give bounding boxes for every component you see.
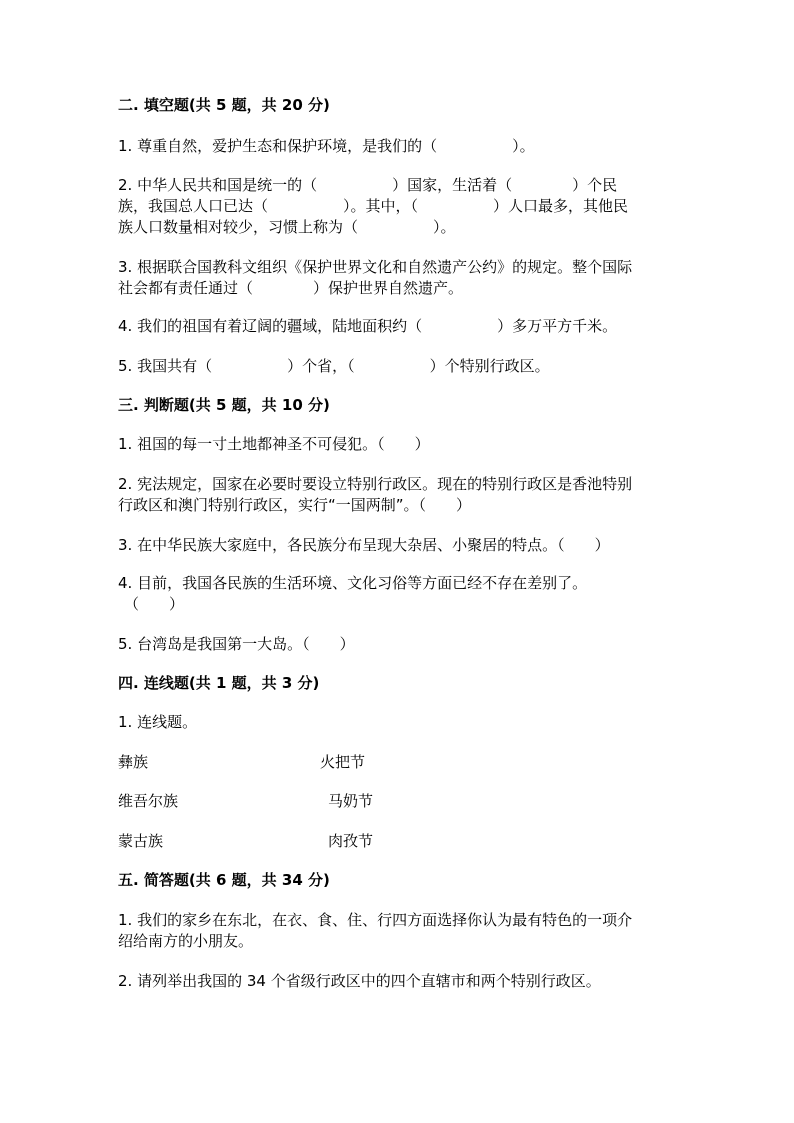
- section2-q2-line2: 族，我国总人口已达（ ）。其中，（ ）人口最多，其他民: [118, 197, 629, 215]
- section3-q2-line2: 行政区和澳门特别行政区，实行“一国两制”。（ ）: [118, 496, 472, 514]
- section3-q3: 3. 在中华民族大家庭中，各民族分布呈现大杂居、小聚居的特点。（ ）: [118, 536, 610, 554]
- section5-q1-line2: 绍给南方的小朋友。: [118, 932, 254, 950]
- section3-q4-line1: 4. 目前，我国各民族的生活环境、文化习俗等方面已经不存在差别了。: [118, 574, 588, 592]
- section5-q1-line1: 1. 我们的家乡在东北，在衣、食、住、行四方面选择你认为最有特色的一项介: [118, 911, 633, 929]
- section2-q3-line1: 3. 根据联合国教科文组织《保护世界文化和自然遗产公约》的规定。整个国际: [118, 258, 633, 276]
- section3-q2-line1: 2. 宪法规定，国家在必要时要设立特别行政区。现在的特别行政区是香池特别: [118, 475, 633, 493]
- section5-title: 五. 简答题(共 6 题，共 34 分): [118, 871, 330, 889]
- section3-title: 三. 判断题(共 5 题，共 10 分): [118, 396, 330, 414]
- section3-q1: 1. 祖国的每一寸土地都神圣不可侵犯。（ ）: [118, 435, 430, 453]
- section2-q2-line1: 2. 中华人民共和国是统一的（ ）国家，生活着（ ）个民: [118, 176, 618, 194]
- section3-q4-line2: （ ）: [124, 595, 185, 613]
- match-left-item: 彝族: [118, 753, 149, 771]
- match-right-item: 火把节: [320, 753, 366, 771]
- section5-q2: 2. 请列举出我国的 34 个省级行政区中的四个直辖市和两个特别行政区。: [118, 972, 601, 990]
- section2-q3-line2: 社会都有责任通过（ ）保护世界自然遗产。: [118, 279, 464, 297]
- section4-title: 四. 连线题(共 1 题，共 3 分): [118, 674, 320, 692]
- section4-q1: 1. 连线题。: [118, 713, 198, 731]
- section2-q5: 5. 我国共有（ ）个省，（ ）个特别行政区。: [118, 357, 550, 375]
- match-left-item: 维吾尔族: [118, 792, 179, 810]
- match-right-item: 马奶节: [328, 792, 374, 810]
- section2-q1: 1. 尊重自然，爱护生态和保护环境，是我们的（ ）。: [118, 137, 535, 155]
- section2-q4: 4. 我们的祖国有着辽阔的疆域，陆地面积约（ ）多万平方千米。: [118, 317, 618, 335]
- match-left-item: 蒙古族: [118, 832, 164, 850]
- match-right-item: 肉孜节: [328, 832, 374, 850]
- section3-q5: 5. 台湾岛是我国第一大岛。（ ）: [118, 635, 355, 653]
- section2-q2-line3: 族人口数量相对较少，习惯上称为（ ）。: [118, 218, 456, 236]
- section2-title: 二. 填空题(共 5 题，共 20 分): [118, 96, 330, 114]
